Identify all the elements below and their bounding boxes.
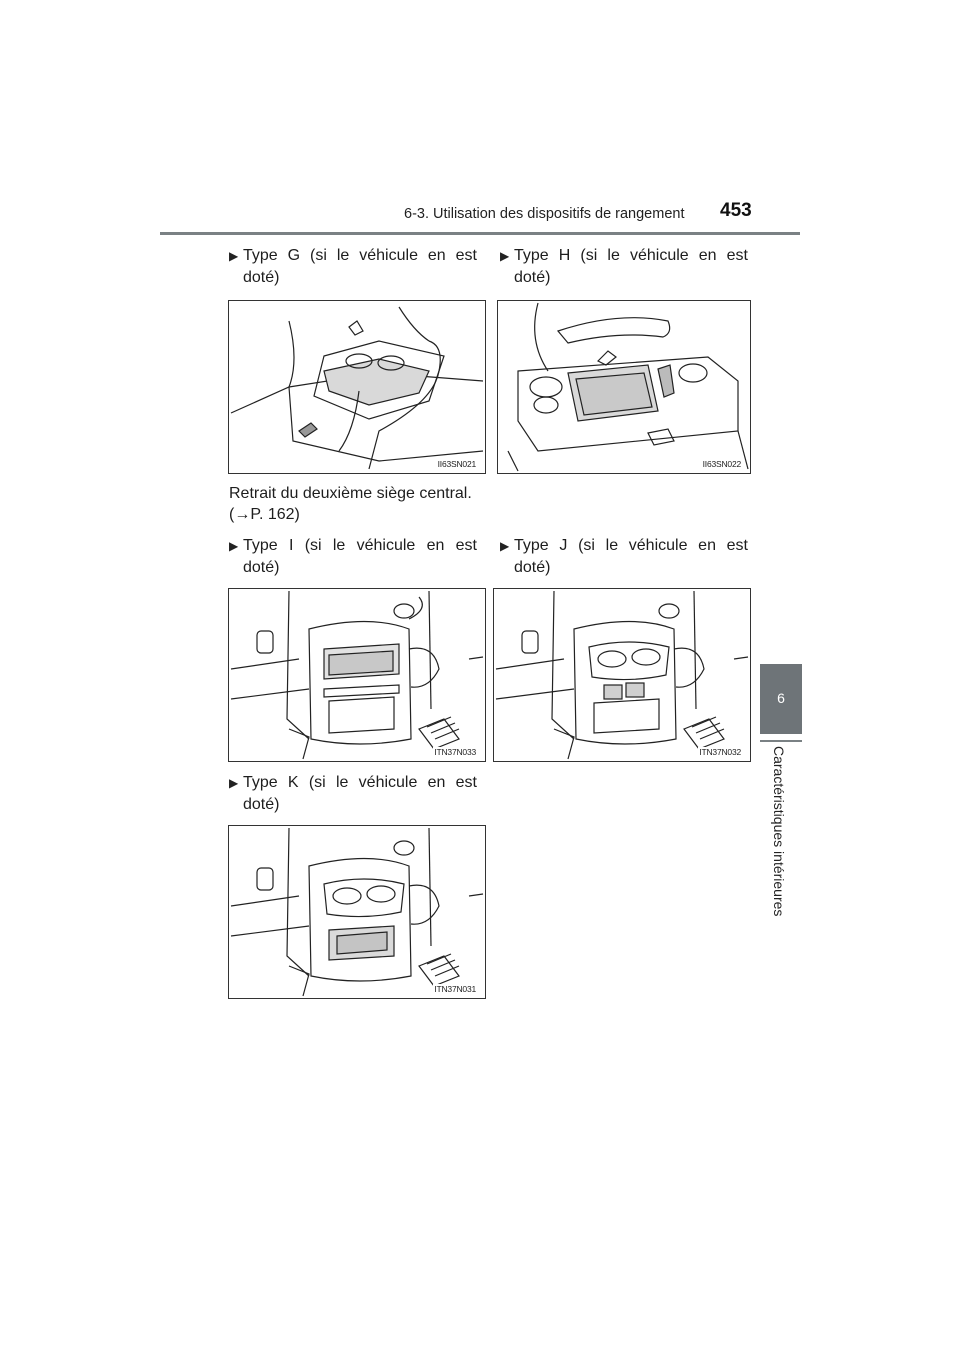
- console-illustration-type-k: [228, 825, 486, 999]
- triangle-right-icon: ▶: [229, 249, 239, 263]
- figure-code: II63SN021: [437, 459, 476, 469]
- item-title: Type H (si le véhicule en est: [514, 247, 748, 264]
- console-illustration-type-g: [228, 300, 486, 474]
- triangle-right-icon: ▶: [500, 539, 510, 553]
- note-line-1: Retrait du deuxième siège central.: [229, 485, 472, 502]
- triangle-right-icon: ▶: [229, 539, 239, 553]
- item-title-cont: doté): [243, 796, 280, 813]
- item-title-cont: doté): [243, 269, 280, 286]
- section-title: 6-3. Utilisation des dispositifs de rangement: [404, 206, 685, 222]
- triangle-right-icon: ▶: [500, 249, 510, 263]
- chapter-number: 6: [777, 690, 785, 706]
- figure-code: ITN37N033: [434, 747, 476, 757]
- figure-code: ITN37N031: [434, 984, 476, 994]
- console-illustration-type-h: [497, 300, 751, 474]
- figure-code: ITN37N032: [699, 747, 741, 757]
- note-paragraph: [229, 483, 472, 525]
- item-title-cont: doté): [514, 559, 551, 576]
- page-number: 453: [720, 200, 752, 221]
- chapter-tab: [760, 664, 802, 734]
- console-illustration-type-i: [228, 588, 486, 762]
- chapter-label: Caractéristiques intérieures: [771, 746, 787, 917]
- triangle-right-icon: ▶: [229, 776, 239, 790]
- item-title: Type I (si le véhicule en est: [243, 537, 477, 554]
- item-title: Type J (si le véhicule en est: [514, 537, 748, 554]
- header-rule: [160, 232, 800, 235]
- item-title: Type G (si le véhicule en est: [243, 247, 477, 264]
- console-illustration-type-j: [493, 588, 751, 762]
- item-title: Type K (si le véhicule en est: [243, 774, 477, 791]
- item-title-cont: doté): [514, 269, 551, 286]
- figure-code: II63SN022: [702, 459, 741, 469]
- page-reference-link[interactable]: (→P. 162): [229, 506, 300, 523]
- chapter-tab-rule: [760, 740, 802, 742]
- item-title-cont: doté): [243, 559, 280, 576]
